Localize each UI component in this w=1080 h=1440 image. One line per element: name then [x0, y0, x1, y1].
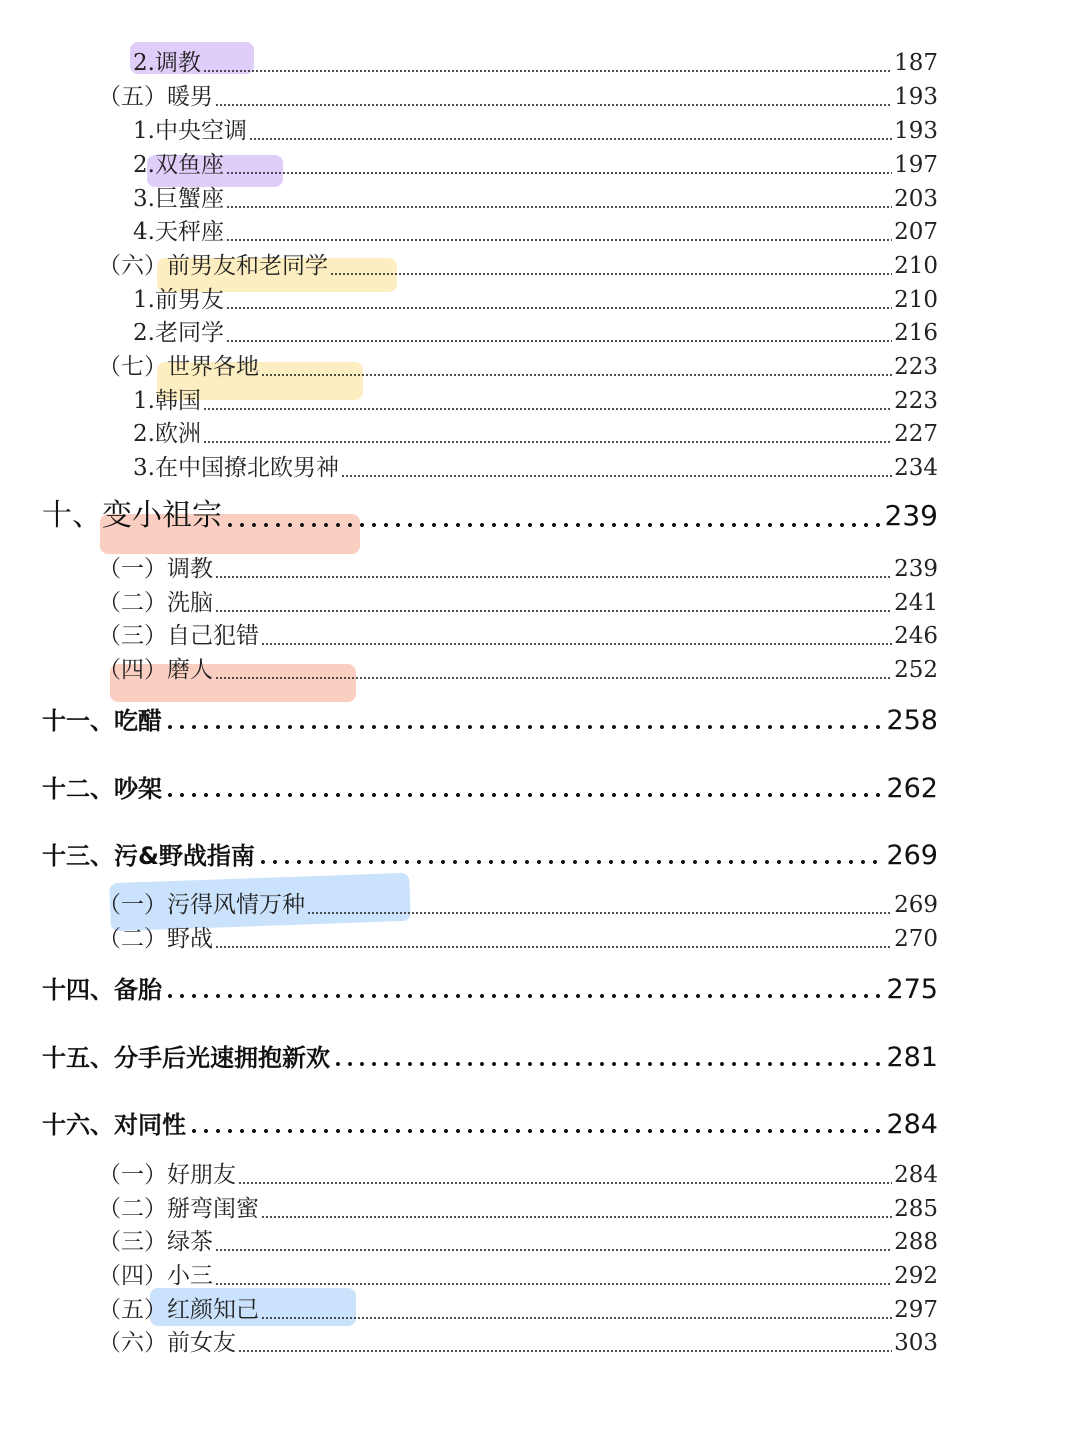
toc-entry[interactable]: [42, 774, 938, 804]
toc-entry-title: （三）绿茶: [98, 1229, 213, 1255]
toc-entry[interactable]: [133, 387, 938, 416]
toc-entry-title: （一）好朋友: [98, 1162, 236, 1188]
toc-entry-page-number: 284: [886, 1109, 938, 1140]
dot-leader: [226, 171, 892, 175]
dot-leader: [261, 642, 892, 646]
toc-entry-title: 1.韩国: [133, 388, 201, 414]
toc-entry-title: 十二、吵架: [42, 775, 162, 803]
toc-entry-page-number: 210: [894, 287, 938, 313]
toc-entry[interactable]: [42, 841, 938, 871]
toc-entry[interactable]: [133, 454, 938, 483]
dot-leader: [215, 1282, 892, 1286]
toc-entry-page-number: 269: [894, 892, 938, 918]
toc-entry-title: 2.双鱼座: [133, 152, 224, 178]
toc-entry[interactable]: [133, 218, 938, 247]
toc-entry-page-number: 239: [884, 499, 938, 532]
dot-leader: [203, 407, 892, 411]
toc-entry[interactable]: [133, 286, 938, 315]
toc-entry-title: 十一、吃醋: [42, 707, 162, 735]
toc-entry[interactable]: [98, 555, 938, 584]
toc-entry-page-number: 270: [894, 926, 938, 952]
toc-entry[interactable]: [98, 925, 938, 954]
dot-leader: [215, 1248, 892, 1252]
dot-leader: [261, 373, 892, 377]
toc-entry-page-number: 281: [886, 1042, 938, 1073]
toc-entry-page-number: 297: [894, 1297, 938, 1323]
dot-leader: [224, 522, 883, 528]
dot-leader: [249, 137, 892, 141]
toc-entry-title: 十六、对同性: [42, 1111, 186, 1139]
toc-entry-page-number: 193: [894, 84, 938, 110]
toc-entry[interactable]: [42, 1043, 938, 1073]
dot-leader: [215, 575, 892, 579]
dot-leader: [203, 69, 892, 73]
toc-entry[interactable]: [42, 706, 938, 736]
toc-entry-title: 十、变小祖宗: [42, 498, 222, 533]
toc-entry[interactable]: [42, 1110, 938, 1140]
dot-leader: [261, 1316, 892, 1320]
dot-leader: [188, 1128, 884, 1134]
toc-entry-page-number: 246: [894, 623, 938, 649]
toc-entry-title: （一）污得风情万种: [98, 892, 305, 918]
toc-entry-page-number: 223: [894, 388, 938, 414]
toc-entry-page-number: 187: [894, 50, 938, 76]
toc-entry-title: （六）前男友和老同学: [98, 253, 328, 279]
toc-entry-page-number: 216: [894, 320, 938, 346]
toc-entry[interactable]: [98, 622, 938, 651]
dot-leader: [332, 1061, 884, 1067]
toc-entry-title: （五）红颜知己: [98, 1297, 259, 1323]
toc-entry-title: （二）野战: [98, 926, 213, 952]
toc-entry-page-number: 252: [894, 657, 938, 683]
dot-leader: [307, 911, 892, 915]
toc-entry-title: （四）磨人: [98, 657, 213, 683]
toc-entry[interactable]: [42, 975, 938, 1005]
toc-entry[interactable]: [98, 891, 938, 920]
toc-entry[interactable]: [98, 1262, 938, 1291]
toc-entry[interactable]: [133, 319, 938, 348]
toc-entry-title: （一）调教: [98, 556, 213, 582]
toc-entry[interactable]: [98, 353, 938, 382]
toc-entry-page-number: 269: [886, 840, 938, 871]
toc-entry[interactable]: [98, 83, 938, 112]
toc-entry[interactable]: [98, 1161, 938, 1190]
toc-entry-title: （四）小三: [98, 1263, 213, 1289]
toc-entry-title: 十四、备胎: [42, 976, 162, 1004]
toc-entry[interactable]: [98, 1195, 938, 1224]
toc-entry[interactable]: [133, 185, 938, 214]
dot-leader: [226, 339, 892, 343]
dot-leader: [226, 306, 892, 310]
toc-entry-page-number: 285: [894, 1196, 938, 1222]
toc-entry-title: （七）世界各地: [98, 354, 259, 380]
toc-entry-page-number: 258: [886, 705, 938, 736]
toc-entry-page-number: 262: [886, 773, 938, 804]
dot-leader: [164, 993, 884, 999]
dot-leader: [215, 103, 892, 107]
toc-entry-title: 十三、污&野战指南: [42, 842, 255, 870]
dot-leader: [238, 1349, 892, 1353]
toc-entry[interactable]: [98, 252, 938, 281]
dot-leader: [257, 859, 885, 865]
dot-leader: [341, 474, 892, 478]
toc-entry-title: 1.中央空调: [133, 118, 247, 144]
toc-entry-page-number: 288: [894, 1229, 938, 1255]
dot-leader: [226, 238, 892, 242]
toc-entry-title: 4.天秤座: [133, 219, 224, 245]
toc-entry-page-number: 234: [894, 455, 938, 481]
dot-leader: [215, 609, 892, 613]
toc-entry-title: （二）洗脑: [98, 590, 213, 616]
toc-entry-title: 3.巨蟹座: [133, 186, 224, 212]
toc-entry-title: 2.调教: [133, 50, 201, 76]
toc-entry-title: 3.在中国撩北欧男神: [133, 455, 339, 481]
toc-entry[interactable]: [98, 656, 938, 685]
toc-entry-page-number: 210: [894, 253, 938, 279]
toc-entry[interactable]: [98, 1296, 938, 1325]
toc-entry[interactable]: [133, 117, 938, 146]
toc-entry-title: （二）掰弯闺蜜: [98, 1196, 259, 1222]
toc-entry-page-number: 239: [894, 556, 938, 582]
dot-leader: [261, 1215, 892, 1219]
dot-leader: [330, 272, 892, 276]
toc-entry-page-number: 275: [886, 974, 938, 1005]
toc-entry-title: 2.欧洲: [133, 421, 201, 447]
toc-entry[interactable]: [42, 498, 938, 534]
toc-entry-title: （六）前女友: [98, 1330, 236, 1356]
toc-entry-page-number: 284: [894, 1162, 938, 1188]
toc-entry-title: 1.前男友: [133, 287, 224, 313]
toc-entry-page-number: 241: [894, 590, 938, 616]
toc-entry-page-number: 223: [894, 354, 938, 380]
dot-leader: [164, 792, 884, 798]
toc-entry-page-number: 292: [894, 1263, 938, 1289]
toc-entry[interactable]: [133, 49, 938, 78]
toc-entry-page-number: 207: [894, 219, 938, 245]
toc-entry-title: （三）自己犯错: [98, 623, 259, 649]
dot-leader: [215, 945, 892, 949]
toc-entry-title: 十五、分手后光速拥抱新欢: [42, 1044, 330, 1072]
dot-leader: [164, 724, 884, 730]
toc-entry-title: （五）暖男: [98, 84, 213, 110]
dot-leader: [226, 205, 892, 209]
toc-entry-page-number: 203: [894, 186, 938, 212]
dot-leader: [203, 440, 892, 444]
toc-entry-page-number: 303: [894, 1330, 938, 1356]
toc-entry[interactable]: [98, 1228, 938, 1257]
toc-entry-page-number: 193: [894, 118, 938, 144]
toc-entry[interactable]: [98, 1329, 938, 1358]
toc-entry[interactable]: [133, 420, 938, 449]
toc-entry-page-number: 197: [894, 152, 938, 178]
toc-entry[interactable]: [98, 589, 938, 618]
dot-leader: [215, 676, 892, 680]
toc-entry-title: 2.老同学: [133, 320, 224, 346]
dot-leader: [238, 1181, 892, 1185]
toc-entry-page-number: 227: [894, 421, 938, 447]
toc-entry[interactable]: [133, 151, 938, 180]
